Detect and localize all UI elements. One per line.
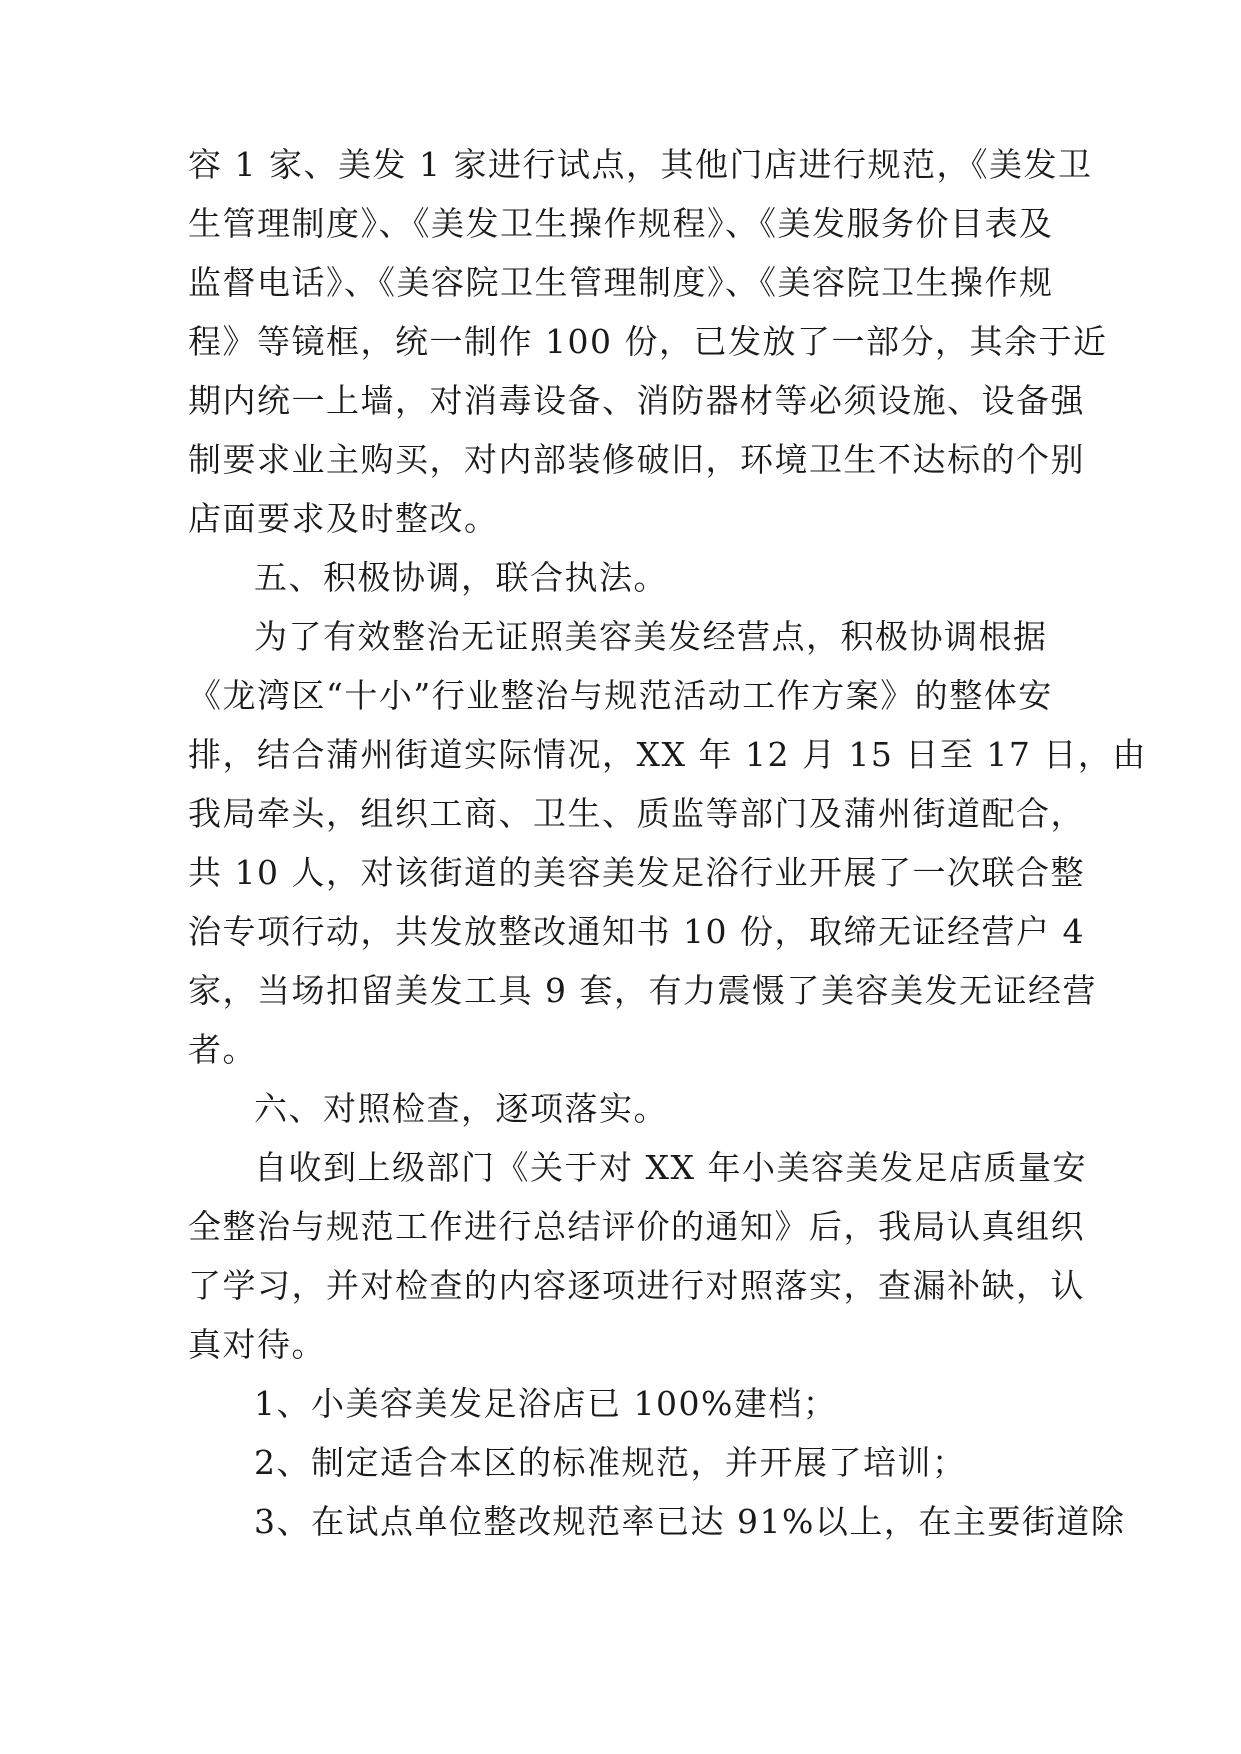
text-line: 《龙湾区“十小”行业整治与规范活动工作方案》的整体安 [188, 676, 1053, 715]
text-line: 者。 [188, 1030, 257, 1069]
text-line: 我局牵头，组织工商、卫生、质监等部门及蒲州街道配合， [188, 794, 1085, 833]
text-line: 了学习，并对检查的内容逐项进行对照落实，查漏补缺，认 [188, 1266, 1085, 1305]
text-line: 制要求业主购买，对内部装修破旧，环境卫生不达标的个别 [188, 440, 1085, 479]
text-line: 店面要求及时整改。 [188, 499, 499, 538]
text-line: 生管理制度》、《美发卫生操作规程》、《美发服务价目表及 [188, 204, 1054, 243]
paragraph-start-line: 五、积极协调，联合执法。 [254, 558, 668, 597]
text-line: 容 1 家、美发 1 家进行试点，其他门店进行规范，《美发卫 [188, 145, 1093, 184]
text-line: 家，当场扣留美发工具 9 套，有力震慑了美容美发无证经营 [188, 971, 1097, 1010]
paragraph-start-line: 为了有效整治无证照美容美发经营点，积极协调根据 [254, 617, 1048, 656]
text-line: 期内统一上墙，对消毒设备、消防器材等必须设施、设备强 [188, 381, 1085, 420]
document-body [188, 135, 1147, 1551]
text-line: 治专项行动，共发放整改通知书 10 份，取缔无证经营户 4 [188, 912, 1085, 951]
paragraph-start-line: 自收到上级部门《关于对 XX 年小美容美发足店质量安 [254, 1148, 1087, 1187]
text-line: 程》等镜框，统一制作 100 份，已发放了一部分，其余于近 [188, 322, 1108, 361]
paragraph-start-line: 1、小美容美发足浴店已 100%建档； [254, 1384, 838, 1423]
paragraph-start-line: 六、对照检查，逐项落实。 [254, 1089, 668, 1128]
text-line: 全整治与规范工作进行总结评价的通知》后，我局认真组织 [188, 1207, 1085, 1246]
text-line: 真对待。 [188, 1325, 326, 1364]
paragraph-start-line: 3、在试点单位整改规范率已达 91%以上，在主要街道除 [254, 1502, 1126, 1541]
text-line: 共 10 人，对该街道的美容美发足浴行业开展了一次联合整 [188, 853, 1085, 892]
paragraph-start-line: 2、制定适合本区的标准规范，并开展了培训； [254, 1443, 967, 1482]
text-line: 监督电话》、《美容院卫生管理制度》、《美容院卫生操作规 [188, 263, 1054, 302]
text-line: 排，结合蒲州街道实际情况，XX 年 12 月 15 日至 17 日，由 [188, 735, 1147, 774]
